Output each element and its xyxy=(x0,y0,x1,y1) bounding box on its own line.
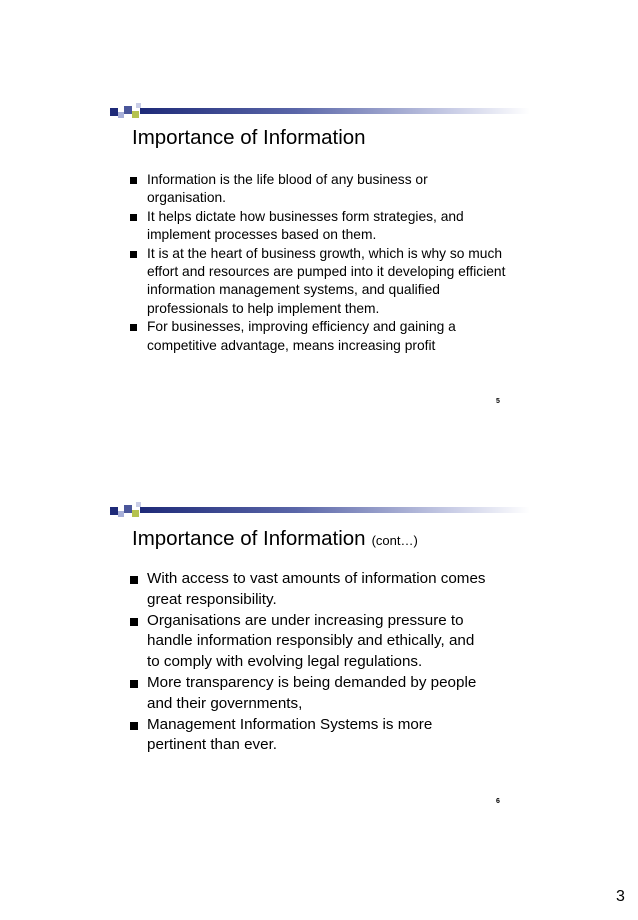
bullet-text: It is at the heart of business growth, which is why so much effort and resources are pumped into it developing efficient information management systems, and qualified professionals to help implement them. xyxy=(147,245,506,316)
square-bullet-icon xyxy=(130,680,138,688)
bullet-text: Management Information Systems is more pertinent than ever. xyxy=(147,715,433,754)
page-number: 3 xyxy=(616,888,625,905)
title-suffix: (cont…) xyxy=(371,533,418,548)
bullet-item xyxy=(130,569,490,611)
bullet-item xyxy=(130,208,510,245)
slide-5 xyxy=(110,98,530,418)
bullet-item xyxy=(130,611,490,673)
square-bullet-icon xyxy=(130,324,137,331)
slide-title xyxy=(132,527,418,551)
bullet-text: Organisations are under increasing pressure to handle information responsibly and ethically, and to comply with evolving legal regulations. xyxy=(147,611,475,671)
slide-6 xyxy=(110,497,530,817)
square-bullet-icon xyxy=(130,722,138,730)
bullet-list xyxy=(130,569,490,756)
square-bullet-icon xyxy=(130,214,137,221)
title-decoration xyxy=(110,98,530,120)
bullet-list xyxy=(130,171,510,355)
bullet-text: For businesses, improving efficiency and gaining a competitive advantage, means increasing profit xyxy=(147,319,456,353)
bullet-item xyxy=(130,673,490,715)
slide-title xyxy=(132,126,366,150)
bullet-item xyxy=(130,245,510,319)
bullet-text: It helps dictate how businesses form strategies, and implement processes based on them. xyxy=(147,208,464,243)
square-bullet-icon xyxy=(130,251,137,258)
square-bullet-icon xyxy=(130,618,138,626)
bullet-text: Information is the life blood of any business or organisation. xyxy=(147,172,428,206)
bullet-item xyxy=(130,318,510,355)
slide-number: 6 xyxy=(496,798,500,805)
title-decoration xyxy=(110,497,530,519)
bullet-item xyxy=(130,715,490,757)
bullet-item xyxy=(130,171,510,208)
square-bullet-icon xyxy=(130,177,137,184)
title-text: Importance of Information xyxy=(132,527,366,550)
slide-number: 5 xyxy=(496,398,500,405)
title-text: Importance of Information xyxy=(132,126,366,149)
square-bullet-icon xyxy=(130,576,138,584)
bullet-text: More transparency is being demanded by people and their governments, xyxy=(147,673,477,712)
bullet-text: With access to vast amounts of information comes great responsibility. xyxy=(147,570,486,608)
